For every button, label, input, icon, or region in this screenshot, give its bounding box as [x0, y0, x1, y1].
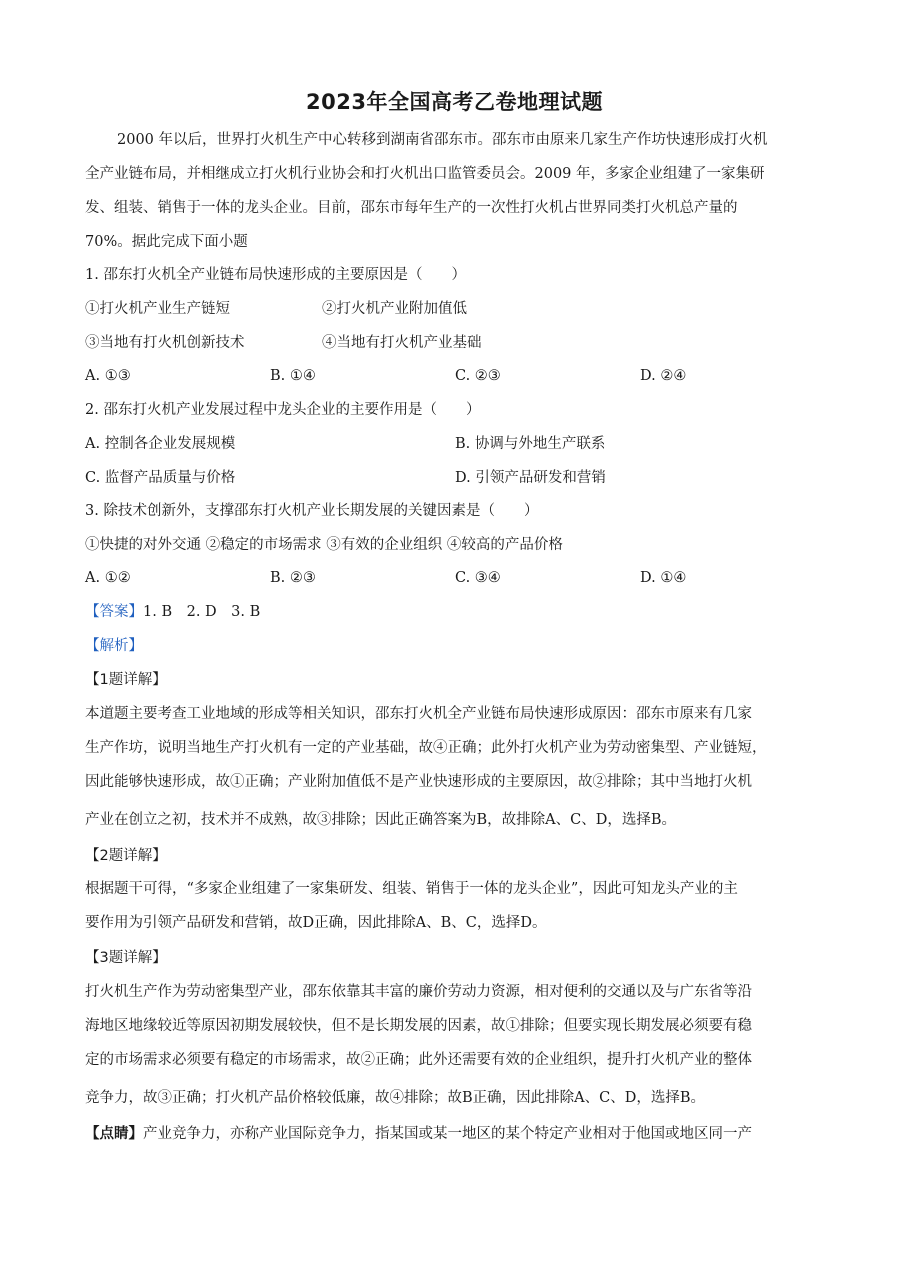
q2-options-row-2 — [85, 466, 825, 490]
intro-line-2: 全产业链布局，并相继成立打火机行业协会和打火机出口监管委员会。2009 年，多家企业组建了一家集研 — [85, 166, 765, 182]
q1-items-row-1 — [85, 297, 825, 321]
q2-option-a: A. 控制各企业发展规模 — [85, 436, 236, 452]
detail-1-line-1: 本道题主要考查工业地域的形成等相关知识，邵东打火机全产业链布局快速形成原因：邵东市原来有几家 — [85, 706, 752, 722]
note-line — [85, 1122, 825, 1146]
analysis-tag: 【解析】 — [85, 638, 143, 654]
answer-line — [85, 600, 825, 624]
intro-line-4: 70%。据此完成下面小题 — [85, 234, 248, 250]
q3-options — [85, 566, 825, 590]
detail-3-line-3: 定的市场需求必须要有稳定的市场需求，故②正确；此外还需要有效的企业组织，提升打火机产业的整体 — [85, 1052, 752, 1068]
detail-2-heading: 【2题详解】 — [85, 848, 167, 864]
q1-items-row-2 — [85, 331, 825, 355]
q1-stem: 1. 邵东打火机全产业链布局快速形成的主要原因是（ ） — [85, 267, 466, 283]
note-tag: 【点睛】 — [85, 1126, 143, 1142]
analysis-heading — [85, 634, 825, 658]
q3-option-d: D. ①④ — [640, 570, 687, 586]
q1-item-2: ②打火机产业附加值低 — [322, 301, 467, 317]
detail-3-line-4: 竞争力，故③正确；打火机产品价格较低廉，故④排除；故B正确，因此排除A、C、D，选择B。 — [85, 1090, 705, 1106]
q3-items: ①快捷的对外交通 ②稳定的市场需求 ③有效的企业组织 ④较高的产品价格 — [85, 537, 563, 553]
detail-2-line-2: 要作用为引领产品研发和营销，故D正确，因此排除A、B、C，选择D。 — [85, 915, 547, 931]
q1-option-b: B. ①④ — [270, 368, 316, 384]
detail-1-line-3: 因此能够快速形成，故①正确；产业附加值低不是产业快速形成的主要原因，故②排除；其中当地打火机 — [85, 774, 752, 790]
note-text: 产业竞争力，亦称产业国际竞争力，指某国或某一地区的某个特定产业相对于他国或地区同一产 — [143, 1126, 752, 1142]
intro-line-3: 发、组装、销售于一体的龙头企业。目前，邵东市每年生产的一次性打火机占世界同类打火机总产量的 — [85, 200, 738, 216]
q1-item-4: ④当地有打火机产业基础 — [322, 335, 482, 351]
detail-3-line-1: 打火机生产作为劳动密集型产业，邵东依靠其丰富的廉价劳动力资源，相对便利的交通以及与广东省等沿 — [85, 984, 752, 1000]
q3-option-c: C. ③④ — [455, 570, 501, 586]
q2-option-c: C. 监督产品质量与价格 — [85, 470, 236, 486]
intro-line-1: 2000 年以后，世界打火机生产中心转移到湖南省邵东市。邵东市由原来几家生产作坊快速形成打火机 — [117, 132, 768, 148]
q3-stem: 3. 除技术创新外，支撑邵东打火机产业长期发展的关键因素是（ ） — [85, 503, 539, 519]
q1-option-d: D. ②④ — [640, 368, 687, 384]
q2-stem: 2. 邵东打火机产业发展过程中龙头企业的主要作用是（ ） — [85, 402, 481, 418]
answer-text: 1. B 2. D 3. B — [143, 604, 261, 620]
q2-option-d: D. 引领产品研发和营销 — [455, 470, 606, 486]
detail-1-line-2: 生产作坊，说明当地生产打火机有一定的产业基础，故④正确；此外打火机产业为劳动密集型、产业链短， — [85, 740, 767, 756]
q1-options — [85, 364, 825, 388]
detail-3-line-2: 海地区地缘较近等原因初期发展较快，但不是长期发展的因素，故①排除；但要实现长期发展必须要有稳 — [85, 1018, 752, 1034]
q3-option-a: A. ①② — [85, 570, 131, 586]
detail-1-heading: 【1题详解】 — [85, 672, 167, 688]
detail-2-line-1: 根据题干可得，“多家企业组建了一家集研发、组装、销售于一体的龙头企业”，因此可知龙头产业的主 — [85, 881, 738, 897]
detail-3-heading: 【3题详解】 — [85, 950, 167, 966]
q1-item-1: ①打火机产业生产链短 — [85, 301, 230, 317]
q1-option-a: A. ①③ — [85, 368, 131, 384]
answer-tag: 【答案】 — [85, 604, 143, 620]
q2-option-b: B. 协调与外地生产联系 — [455, 436, 606, 452]
q1-item-3: ③当地有打火机创新技术 — [85, 335, 245, 351]
detail-1-line-4: 产业在创立之初，技术并不成熟，故③排除；因此正确答案为B，故排除A、C、D，选择B。 — [85, 812, 676, 828]
q2-options-row-1 — [85, 432, 825, 456]
q3-option-b: B. ②③ — [270, 570, 316, 586]
q1-option-c: C. ②③ — [455, 368, 501, 384]
page-title: 2023年全国高考乙卷地理试题 — [306, 90, 603, 114]
